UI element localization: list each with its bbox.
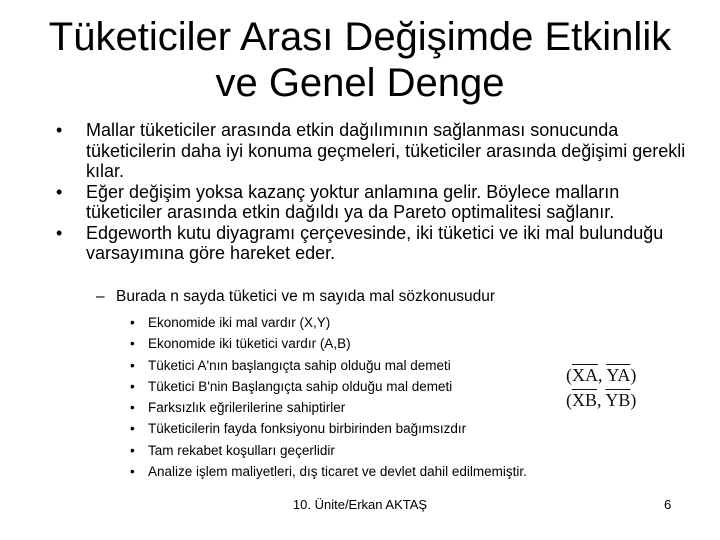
assumption-text: Tam rekabet koşulları geçerlidir [148,442,335,458]
bullet-item [56,223,696,264]
bullet-glyph: • [130,400,135,416]
bullet-glyph: • [130,336,135,352]
bullet-glyph: • [130,464,135,480]
assumption-text: Ekonomide iki tüketici vardır (A,B) [148,336,351,352]
paren-close: ) [630,390,637,410]
separator: , [598,365,607,385]
bullet-glyph: • [56,222,63,243]
assumption-item [130,418,650,439]
bullet-text: Mallar tüketiciler arasında etkin dağılımının sağlanması sonucunda tüketicilerin daha iyi konuma geçmeleri, tüketiciler arasında değişimi gerekli kılar. [86,120,686,181]
paren-open: ( [566,390,572,410]
y-a-term: $\overline{YA}$ [606,365,631,385]
bullet-item [56,182,696,223]
paren-close: ) [630,365,637,385]
assumption-text: Farksızlık eğrilerilerine sahiptirler [148,400,346,416]
bullet-glyph: • [130,421,135,437]
page-number: 6 [664,497,672,512]
slide-title [0,14,720,106]
bullet-glyph: • [56,181,63,202]
main-bullet-list [56,120,696,264]
endowment-formulas [566,363,656,413]
bullet-glyph: • [130,442,135,458]
dash-glyph: – [96,288,105,305]
y-b-term: $\overline{YB}$ [605,390,631,410]
separator: , [597,390,606,410]
slide-footer: 10. Ünite/Erkan AKTAŞ [292,497,428,512]
sub-bullet-text: Burada n sayda tüketici ve m sayıda mal sözkonusudur [116,288,496,305]
assumption-text: Analize işlem maliyetleri, dış ticaret ve devlet dahil edilmemiştir. [148,464,527,480]
assumption-text: Tüketici A'nın başlangıçta sahip olduğu mal demeti [148,357,451,373]
bullet-glyph: • [130,378,135,394]
paren-open: ( [566,365,572,385]
bullet-glyph: • [130,357,135,373]
endowment-bundle-a [566,363,656,388]
x-b-term: $\overline{XB}$ [572,390,598,410]
x-a-term: $\overline{XA}$ [572,365,598,385]
assumption-item [130,333,650,354]
bullet-glyph: • [130,315,135,330]
bullet-text: Edgeworth kutu diyagramı çerçevesinde, iki tüketici ve iki mal bulunduğu varsayımına göre hareket eder. [86,222,664,263]
assumption-text: Tüketicilerin fayda fonksiyonu birbirinden bağımsızdır [148,421,467,437]
bullet-item [56,120,696,182]
title-line-1: Tüketiciler Arası Değişimde Etkinlik [48,15,672,59]
assumption-item [130,461,650,482]
bullet-glyph: • [56,120,63,140]
assumption-item [130,440,650,461]
assumption-item [130,312,650,333]
bullet-text: Eğer değişim yoksa kazanç yoktur anlamına gelir. Böylece malların tüketiciler arasında etkin dağıldı ya da Pareto optimalitesi sağlanır. [86,181,620,222]
assumption-text: Tüketici B'nin Başlangıçta sahip olduğu mal demeti [148,378,453,394]
title-line-2: ve Genel Denge [215,61,505,105]
endowment-bundle-b [566,388,656,413]
assumption-text: Ekonomide iki mal vardır (X,Y) [148,315,331,330]
